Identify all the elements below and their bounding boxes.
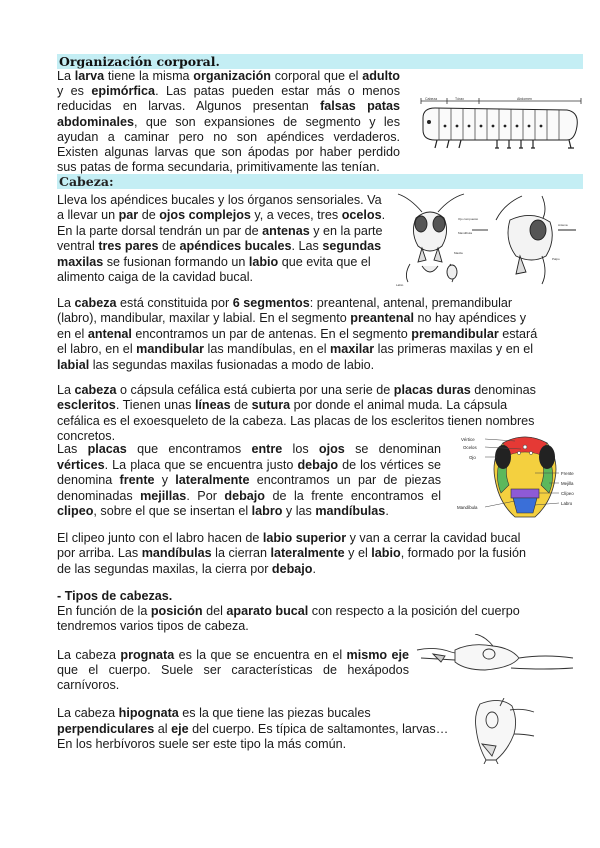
text-run: la cierran bbox=[211, 546, 271, 561]
text-run: estará el labro, en el bbox=[57, 326, 538, 357]
bold-term: mandíbulas bbox=[141, 546, 212, 561]
label-frente: Frente bbox=[561, 471, 574, 476]
text-run: y es bbox=[57, 84, 92, 99]
bold-term: cabeza bbox=[74, 296, 117, 310]
bold-term: debajo bbox=[224, 488, 265, 503]
text-run: La cabeza bbox=[57, 648, 121, 662]
paragraph-tipos bbox=[57, 604, 527, 635]
label-vertice: Vértice bbox=[461, 437, 475, 442]
svg-text:Labio: Labio bbox=[396, 283, 404, 287]
paragraph-placas bbox=[57, 442, 441, 520]
bold-term: hipognata bbox=[118, 706, 179, 720]
text-run: es la que tiene las piezas bucales bbox=[178, 706, 371, 720]
subheading-tipos-cabezas: - Tipos de cabezas. bbox=[57, 589, 173, 603]
text-run: y van a cerrar la cavidad bucal por arriba. Las bbox=[57, 531, 521, 561]
bold-term: cabeza bbox=[74, 383, 117, 397]
bold-term: 6 segmentos bbox=[232, 296, 310, 310]
paragraph-cabeza-intro bbox=[57, 193, 387, 285]
text-run: de los vértices se denomina bbox=[57, 457, 441, 488]
text-run: y bbox=[154, 473, 176, 488]
bold-term: maxilar bbox=[330, 342, 375, 357]
text-run: . Por bbox=[186, 488, 225, 503]
text-run: que encontramos bbox=[126, 442, 252, 456]
paragraph-clipeo bbox=[57, 531, 537, 577]
text-run: de la frente encontramos el bbox=[264, 488, 441, 503]
paragraph-segmentos bbox=[57, 296, 543, 373]
label-ojo: Ojo bbox=[469, 455, 476, 460]
bold-term: epimórfica bbox=[91, 84, 156, 99]
larva-figure bbox=[417, 96, 585, 164]
bold-term: eje bbox=[171, 721, 189, 736]
text-run: de bbox=[230, 398, 252, 413]
label-labro: Labro bbox=[561, 501, 573, 506]
text-run: que el cuerpo. Suele ser características de hexápodos carnívoros. bbox=[57, 663, 409, 693]
section-heading-cabeza: Cabeza: bbox=[57, 174, 583, 189]
label-mandibula: Mandíbula bbox=[457, 505, 478, 510]
text-run: . Tienen unas bbox=[115, 398, 195, 413]
bold-term: placas bbox=[87, 442, 127, 456]
bold-term: prognata bbox=[120, 648, 175, 662]
text-run: . bbox=[312, 561, 316, 576]
bold-term: labio bbox=[248, 254, 279, 269]
text-run: corporal que el bbox=[270, 69, 363, 83]
text-run: las primeras maxilas y en el bbox=[374, 342, 534, 357]
text-run: está constituida por bbox=[116, 296, 233, 310]
svg-text:Antena: Antena bbox=[558, 223, 568, 227]
bold-term: labio bbox=[371, 546, 401, 561]
prognathous-head-figure bbox=[415, 634, 575, 680]
text-run: es la que se encuentra en el bbox=[174, 648, 347, 662]
bold-term: par bbox=[118, 208, 139, 223]
bold-term: preantenal bbox=[350, 311, 414, 326]
text-run: . En la parte dorsal tendrán un par de bbox=[57, 208, 386, 238]
text-run: no hay apéndices y en el bbox=[57, 311, 527, 341]
text-run: se fusionan formando un bbox=[103, 254, 249, 269]
svg-text:Mandíbula: Mandíbula bbox=[458, 231, 473, 235]
text-run: y en la parte ventral bbox=[57, 223, 383, 254]
bold-term: clipeo bbox=[57, 504, 94, 519]
text-run: , sobre el que se insertan el bbox=[93, 504, 252, 519]
bold-term: posición bbox=[150, 604, 203, 618]
bold-term: tres pares bbox=[98, 239, 159, 254]
text-run: y, a veces, tres bbox=[250, 208, 342, 223]
bold-term: placas duras bbox=[393, 383, 471, 397]
larva-label-head: Cabeza bbox=[425, 97, 438, 101]
text-run: de bbox=[158, 239, 180, 254]
larva-label-thorax: Tórax bbox=[455, 97, 464, 101]
text-run: . Las bbox=[291, 239, 323, 254]
head-sclerites-figure bbox=[455, 433, 589, 525]
text-run: del bbox=[202, 604, 227, 618]
text-run: con respecto a la posición del cuerpo tendremos varios tipos de cabeza. bbox=[57, 604, 520, 634]
text-run: se denominan bbox=[344, 442, 441, 456]
bold-term: segundas maxilas bbox=[57, 239, 382, 269]
bold-term: escleritos bbox=[57, 398, 116, 413]
text-run: los bbox=[282, 442, 319, 456]
paragraph-hipognata bbox=[57, 706, 457, 753]
label-mejilla: Mejilla bbox=[561, 481, 574, 486]
text-run: El clipeo junto con el labro hacen de bbox=[57, 531, 263, 545]
svg-text:Palpo: Palpo bbox=[552, 257, 560, 261]
text-run: La cabeza bbox=[57, 706, 119, 720]
bold-term: ocelos bbox=[341, 208, 382, 223]
larva-label-abdomen: Abdomen bbox=[517, 97, 532, 101]
insect-head-figure bbox=[392, 190, 582, 288]
label-ocelos: Ocelos bbox=[463, 445, 477, 450]
bold-term: antenas bbox=[262, 223, 310, 238]
text-run: de bbox=[138, 208, 160, 223]
paragraph-prognata bbox=[57, 648, 409, 694]
bold-term: apéndices bucales bbox=[179, 239, 292, 254]
bold-term: labial bbox=[57, 357, 90, 372]
text-run: denominas bbox=[470, 383, 536, 397]
bold-term: larva bbox=[74, 69, 105, 83]
text-run: encontramos un par de antenas. En el segmento bbox=[131, 326, 412, 341]
text-run: Las bbox=[57, 442, 88, 456]
text-run: las segundas maxilas fusionadas a modo de labio. bbox=[89, 357, 375, 372]
text-run: . La placa que se encuentra justo bbox=[104, 457, 298, 472]
bold-term: perpendiculares bbox=[57, 721, 155, 736]
text-run: : preantenal, antenal, premandibular (labro), mandibular, maxilar y labial. En el segmento bbox=[57, 296, 513, 326]
text-run: . bbox=[385, 504, 389, 519]
text-run: Lleva los apéndices bucales y los órganos sensoriales. Va a llevar un bbox=[57, 193, 382, 223]
bold-term: debajo bbox=[271, 561, 313, 576]
svg-text:Maxila: Maxila bbox=[454, 251, 463, 255]
hypognathous-head-figure bbox=[466, 698, 536, 764]
bold-term: labro bbox=[251, 504, 283, 519]
text-run: por donde el animal muda. La cápsula cefálica es el exoesqueleto de la cabeza. Las placas de los escleritos tienen nombres concretos. bbox=[57, 398, 535, 444]
bold-term: mandibular bbox=[136, 342, 205, 357]
section-heading-organizacion: Organización corporal. bbox=[57, 54, 583, 69]
text-run: , formado por la fusión de las segundas maxilas, la cierra por bbox=[57, 546, 526, 576]
bold-term: aparato bucal bbox=[226, 604, 309, 618]
text-run: En función de la bbox=[57, 604, 151, 618]
text-run: La bbox=[57, 383, 75, 397]
text-run: encontramos un par de piezas denominadas bbox=[57, 473, 442, 503]
bold-term: antenal bbox=[87, 326, 132, 341]
text-run: La bbox=[57, 69, 75, 83]
bold-term: vértices bbox=[57, 457, 105, 472]
label-clipeo: Clípeo bbox=[561, 491, 574, 496]
text-run: que evita que el alimento caiga de la cavidad bucal. bbox=[57, 254, 371, 285]
bold-term: ojos bbox=[318, 442, 345, 456]
bold-term: premandibular bbox=[411, 326, 499, 341]
bold-term: debajo bbox=[297, 457, 339, 472]
svg-text:Ojo compuesto: Ojo compuesto bbox=[458, 217, 479, 221]
text-run: o cápsula cefálica está cubierta por una serie de bbox=[116, 383, 394, 397]
bold-term: sutura bbox=[251, 398, 291, 413]
text-run: las mandíbulas, en el bbox=[204, 342, 331, 357]
bold-term: frente bbox=[119, 473, 155, 488]
bold-term: entre bbox=[251, 442, 283, 456]
paragraph-larva bbox=[57, 69, 400, 175]
bold-term: líneas bbox=[194, 398, 231, 413]
bold-term: falsas patas abdominales bbox=[57, 99, 401, 129]
bold-term: lateralmente bbox=[175, 473, 250, 488]
bold-term: mejillas bbox=[140, 488, 187, 503]
text-run: tiene la misma bbox=[104, 69, 194, 83]
text-run: La bbox=[57, 296, 75, 310]
text-run: . Las patas pueden estar más o menos reducidas en larvas. Algunos presentan bbox=[57, 84, 400, 114]
text-run: del cuerpo. Es típica de saltamontes, larvas… En los herbívoros suele ser este tipo la más común. bbox=[57, 721, 449, 752]
bold-term: adulto bbox=[362, 69, 400, 83]
bold-term: ojos complejos bbox=[159, 208, 251, 223]
bold-term: mismo eje bbox=[346, 648, 409, 662]
bold-term: organización bbox=[193, 69, 271, 83]
text-run: , que son expansiones de segmento y les ayudan a caminar pero no son apéndices verdaderos. Existen algunas larvas que son ápodas por haber perdido sus patas de forma secundaria, primitivamente las tenían. bbox=[57, 114, 400, 175]
bold-term: labio superior bbox=[262, 531, 347, 545]
bold-term: mandíbulas bbox=[315, 504, 386, 519]
text-run: y el bbox=[344, 546, 372, 561]
text-run: y las bbox=[282, 504, 316, 519]
bold-term: lateralmente bbox=[270, 546, 345, 561]
text-run: al bbox=[154, 721, 172, 736]
